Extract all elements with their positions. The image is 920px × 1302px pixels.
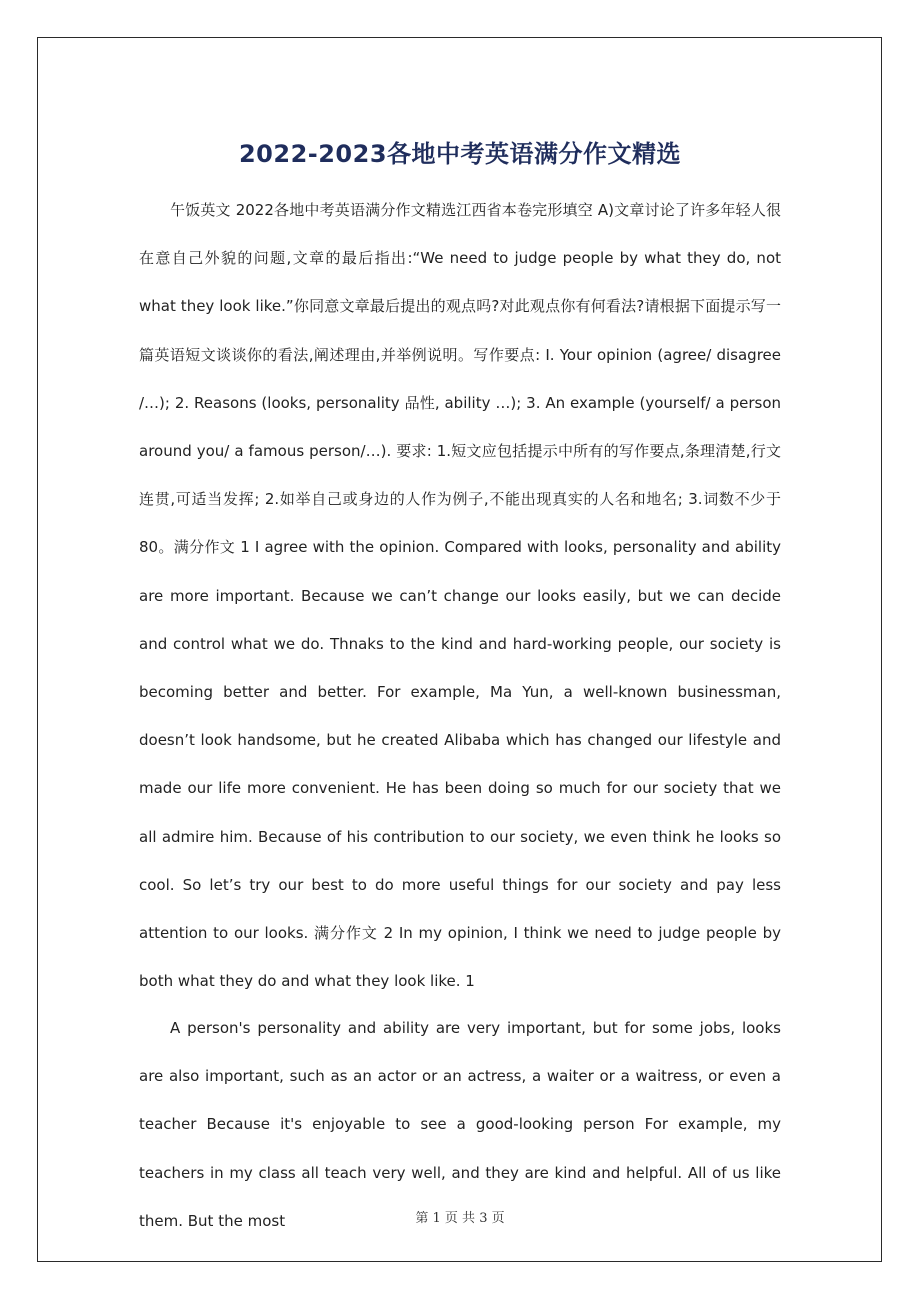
page-footer: 第 1 页 共 3 页 (415, 1211, 505, 1226)
document-title: 2022-2023各地中考英语满分作文精选 (238, 140, 682, 169)
body-paragraph-2: A person's personality and ability are very important, but for some jobs, looks are also important, such as an actor or an actress, a waiter or a waitress, or even a teacher Because it's enjoyable to see a good-looking person For example, my teachers in my class all teach very well, and they are kind and helpful. All of us like them. But the most (139, 1019, 781, 1230)
body-paragraph-1: 午饭英文 2022各地中考英语满分作文精选江西省本卷完形填空 A)文章讨论了许多年轻人很在意自己外貌的问题,文章的最后指出:“We need to judge people by what they do, not what they look like.”你同意文章最后提出的观点吗?对此观点你有何看法?请根据下面提示写一篇英语短文谈谈你的看法,阐述理由,并举例说明。写作要点: I. Your opinion (agree/ disagree /…); 2. Reasons (looks, personality 品性, ability …); 3. An example (yourself/ a person around you/ a famous person/…). 要求: 1.短文应包括提示中所有的写作要点,条理清楚,行文连贯,可适当发挥; 2.如举自己或身边的人作为例子,不能出现真实的人名和地名; 3.词数不少于80。满分作文 1 I agree with the opinion. Compared with looks, personality and ability are more important. Because we can’t change our looks easily, but we can decide and control what we do. Thnaks to the kind and hard-working people, our society is becoming better and better. For example, Ma Yun, a well-known businessman, doesn’t look handsome, but he created Alibaba which has changed our lifestyle and made our life more convenient. He has been doing so much for our society that we all admire him. Because of his contribution to our society, we even think he looks so cool. So let’s try our best to do more useful things for our society and pay less attention to our looks. 满分作文 2 In my opinion, I think we need to judge people by both what they do and what they look like. 1 (139, 201, 781, 991)
